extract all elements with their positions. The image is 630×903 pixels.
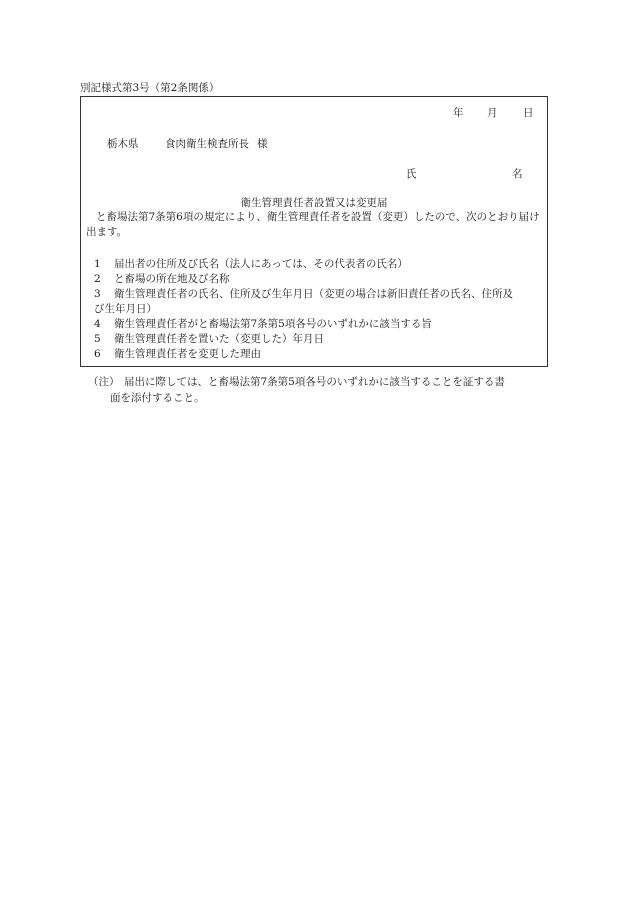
item-number: 3 — [94, 288, 101, 300]
item-number: 2 — [94, 273, 101, 285]
item-text: 衛生管理責任者を変更した理由 — [114, 348, 261, 360]
list-item — [86, 332, 542, 347]
list-item — [86, 287, 542, 317]
addressee-prefecture: 栃木県 — [107, 138, 139, 150]
addressee — [107, 138, 268, 151]
list-item — [86, 257, 542, 272]
list-item — [86, 347, 542, 362]
applicant-name-mei-label: 名 — [512, 168, 523, 180]
applicant-name-shi-label: 氏 — [406, 168, 417, 180]
item-text: 届出者の住所及び氏名（法人にあっては、その代表者の氏名） — [114, 258, 408, 270]
item-list — [86, 257, 542, 362]
item-number: 1 — [94, 258, 101, 270]
item-number: 5 — [94, 333, 101, 345]
item-number: 6 — [94, 348, 101, 360]
item-text: 衛生管理責任者の氏名、住所及び生年月日（変更の場合は新旧責任者の氏名、住所及 — [114, 288, 513, 300]
item-text: 衛生管理責任者がと畜場法第7条第5項各号のいずれかに該当する旨 — [114, 318, 432, 330]
date-year-label: 年 — [453, 107, 464, 119]
note-label: （注） — [88, 376, 120, 388]
intro-paragraph: と畜場法第7条第6項の規定により、衛生管理責任者を設置（変更）したので、次のとおり届け出ます。 — [86, 211, 540, 238]
date-month-label: 月 — [487, 107, 498, 119]
note-line-1: 届出に際しては、と畜場法第7条第5項各号のいずれかに該当することを証する書 — [124, 376, 505, 388]
addressee-office: 食肉衛生検査所長 — [165, 138, 249, 150]
form-number-label: 別記様式第3号（第2条関係） — [80, 82, 220, 94]
item-number: 4 — [94, 318, 101, 330]
date-day-label: 日 — [523, 107, 534, 119]
document-title: 衛生管理責任者設置又は変更届 — [240, 197, 388, 209]
item-text-continuation: び生年月日） — [94, 303, 157, 315]
addressee-honorific: 様 — [257, 138, 268, 150]
list-item — [86, 317, 542, 332]
list-item — [86, 272, 542, 287]
note-line-2: 面を添付すること。 — [110, 392, 205, 404]
item-text: と畜場の所在地及び名称 — [114, 273, 230, 285]
item-text: 衛生管理責任者を置いた（変更した）年月日 — [114, 333, 324, 345]
footnote — [88, 374, 550, 406]
notification-form — [80, 96, 548, 367]
